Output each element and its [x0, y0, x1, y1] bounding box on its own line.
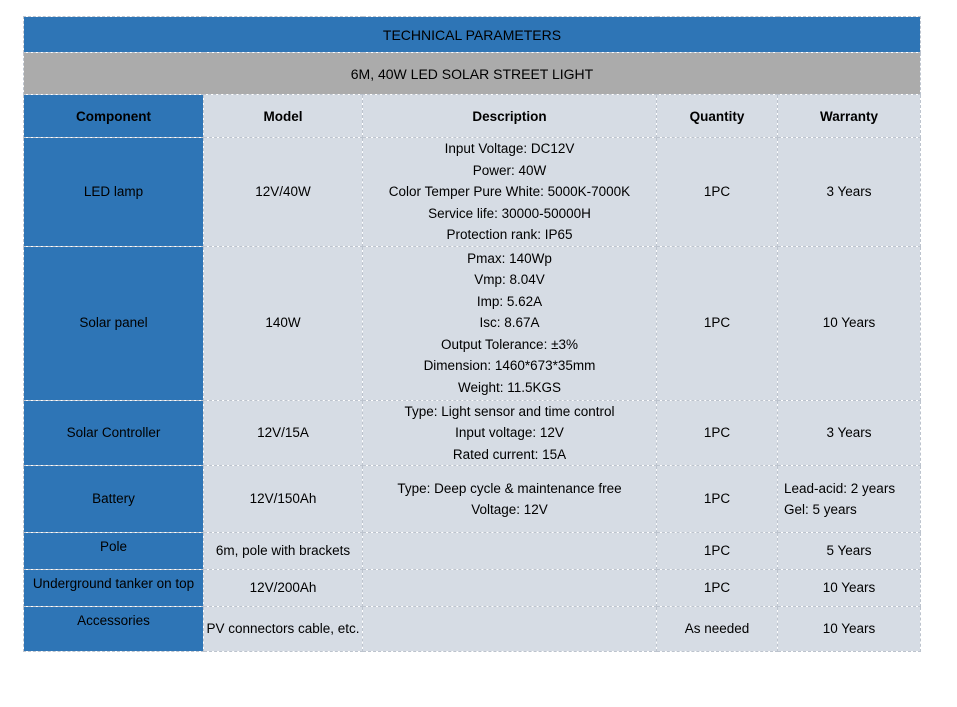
cell-quantity: 1PC — [657, 533, 778, 570]
cell-description — [363, 607, 657, 652]
table-row — [24, 533, 921, 570]
cell-component: Solar Controller — [24, 400, 204, 466]
cell-description — [363, 138, 657, 247]
spec-sheet — [23, 16, 921, 652]
cell-warranty-line: 10 Years — [822, 621, 876, 637]
cell-description-line: Rated current: 15A — [452, 446, 567, 462]
cell-description-line: Service life: 30000-50000H — [428, 205, 591, 221]
cell-component: Solar panel — [24, 246, 204, 400]
cell-warranty — [778, 400, 921, 466]
column-header-row — [24, 95, 921, 138]
table-row — [24, 400, 921, 466]
cell-description-line: Type: Deep cycle & maintenance free — [397, 480, 622, 496]
cell-description-line: Pmax: 140Wp — [467, 250, 552, 266]
column-header-quantity: Quantity — [657, 95, 778, 138]
cell-quantity: 1PC — [657, 400, 778, 466]
cell-warranty-line: 10 Years — [822, 315, 876, 331]
cell-warranty-line: 3 Years — [826, 425, 872, 440]
cell-description-line: Imp: 5.62A — [476, 293, 543, 309]
cell-warranty — [778, 246, 921, 400]
cell-warranty-line: 10 Years — [822, 580, 876, 596]
cell-component: Battery — [24, 466, 204, 533]
table-row — [24, 607, 921, 652]
cell-description — [363, 400, 657, 466]
cell-description — [363, 466, 657, 533]
cell-description-line: Protection rank: IP65 — [446, 227, 573, 242]
cell-quantity: 1PC — [657, 246, 778, 400]
cell-quantity: 1PC — [657, 138, 778, 247]
table-subtitle: 6M, 40W LED SOLAR STREET LIGHT — [24, 53, 921, 95]
table-row — [24, 246, 921, 400]
cell-description-line: Color Temper Pure White: 5000K-7000K — [388, 184, 631, 199]
cell-component: LED lamp — [24, 138, 204, 247]
cell-model: PV connectors cable, etc. — [204, 607, 363, 652]
cell-model: 12V/200Ah — [204, 570, 363, 607]
cell-quantity: 1PC — [657, 466, 778, 533]
cell-warranty-line: Gel: 5 years — [784, 502, 857, 517]
cell-model: 6m, pole with brackets — [204, 533, 363, 570]
table-row — [24, 570, 921, 607]
cell-quantity: 1PC — [657, 570, 778, 607]
table-title-row — [24, 17, 921, 53]
technical-parameters-table — [23, 16, 921, 652]
cell-warranty-line: 3 Years — [826, 184, 872, 199]
table-body — [24, 138, 921, 652]
column-header-model: Model — [204, 95, 363, 138]
cell-component: Underground tanker on top — [24, 570, 204, 607]
cell-warranty-line: 5 Years — [826, 543, 872, 559]
column-header-warranty: Warranty — [778, 95, 921, 138]
cell-model: 12V/15A — [204, 400, 363, 466]
cell-description — [363, 570, 657, 607]
cell-description-line: Vmp: 8.04V — [474, 272, 545, 288]
cell-warranty — [778, 533, 921, 570]
cell-description-line: Weight: 11.5KGS — [457, 379, 562, 395]
cell-description-line: Output Tolerance: ±3% — [441, 336, 578, 352]
cell-quantity: As needed — [657, 607, 778, 652]
cell-warranty — [778, 466, 921, 533]
column-header-component: Component — [24, 95, 204, 138]
table-row — [24, 138, 921, 247]
table-title: TECHNICAL PARAMETERS — [24, 17, 921, 53]
table-row — [24, 466, 921, 533]
cell-model: 12V/150Ah — [204, 466, 363, 533]
cell-warranty — [778, 138, 921, 247]
cell-description — [363, 246, 657, 400]
cell-warranty-line: Lead-acid: 2 years — [784, 480, 896, 496]
cell-description — [363, 533, 657, 570]
cell-warranty — [778, 570, 921, 607]
column-header-description: Description — [363, 95, 657, 138]
cell-warranty — [778, 607, 921, 652]
cell-description-line: Isc: 8.67A — [479, 315, 540, 331]
cell-model: 12V/40W — [204, 138, 363, 247]
table-subtitle-row — [24, 53, 921, 95]
cell-component: Accessories — [24, 607, 204, 652]
cell-description-line: Type: Light sensor and time control — [404, 403, 615, 419]
cell-description-line: Dimension: 1460*673*35mm — [423, 358, 596, 374]
cell-description-line: Voltage: 12V — [471, 502, 548, 517]
cell-model: 140W — [204, 246, 363, 400]
cell-description-line: Power: 40W — [472, 162, 547, 178]
cell-description-line: Input voltage: 12V — [455, 425, 564, 440]
cell-component: Pole — [24, 533, 204, 570]
cell-description-line: Input Voltage: DC12V — [444, 141, 575, 156]
